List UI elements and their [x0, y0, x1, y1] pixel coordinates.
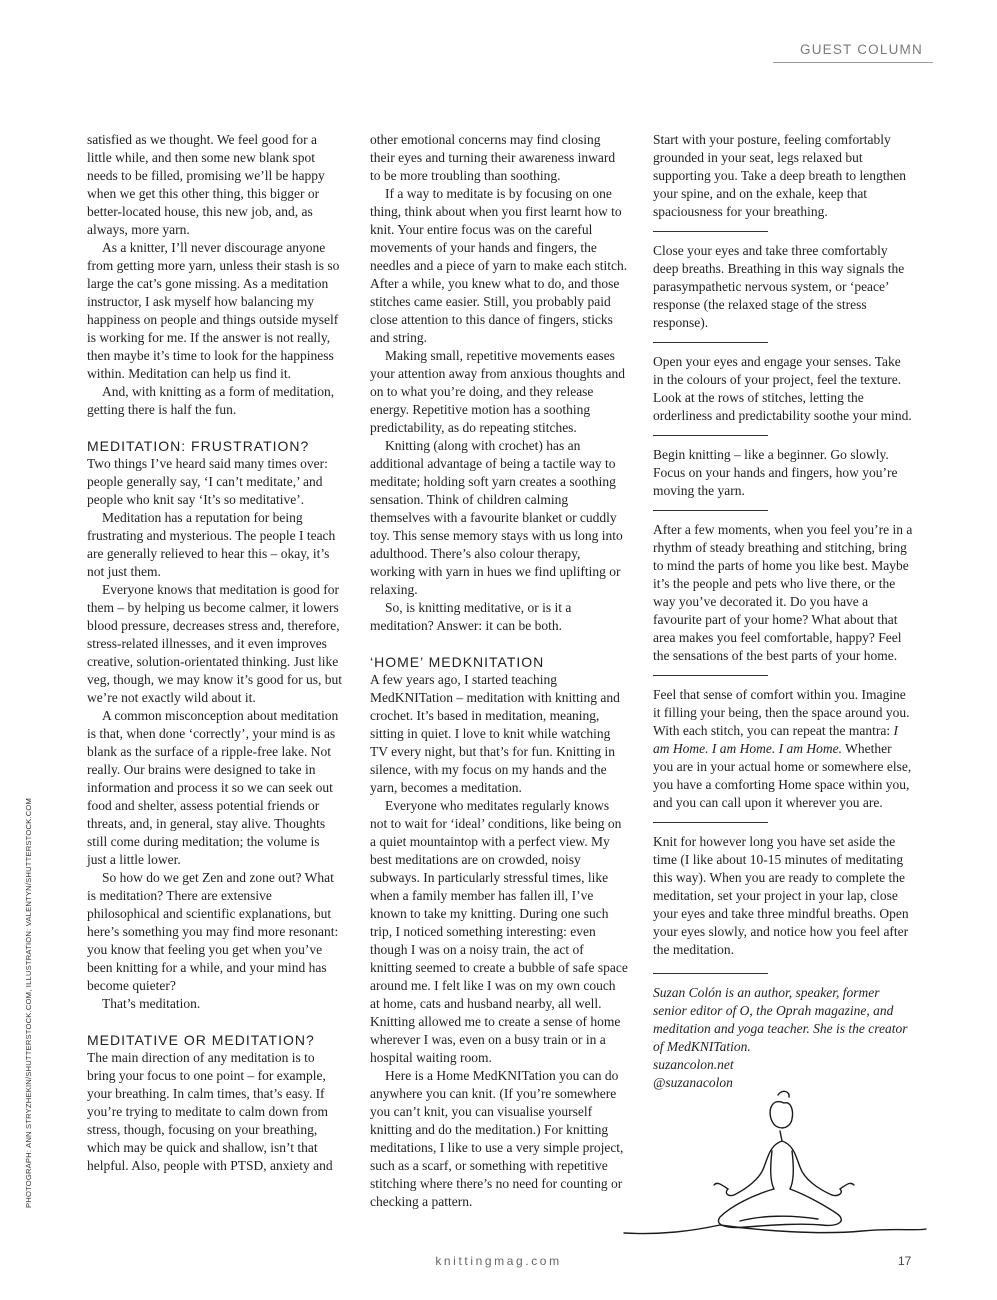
- paragraph: A few years ago, I started teaching MedKNITation – meditation with knitting and crochet. It’s based in meditation, meaning, sitting in quiet. I love to knit while watching TV every night, but that’s for fun. Knitting in silence, with my focus on my hands and the yarn, becomes a meditation.: [370, 672, 620, 795]
- middle-column: [370, 131, 628, 1211]
- section-heading: ‘HOME’ MEDKNITATION: [370, 654, 545, 670]
- author-handle: @suzanacolon: [653, 1075, 733, 1090]
- step-divider: [653, 510, 768, 511]
- footer-url: knittingmag.com: [435, 1254, 562, 1268]
- paragraph: Meditation has a reputation for being frustrating and mysterious. The people I teach are generally relieved to hear this – okay, it’s not just them.: [87, 510, 336, 579]
- paragraph: That’s meditation.: [102, 996, 201, 1011]
- paragraph: Here is a Home MedKNITation you can do anywhere you can knit. (If you’re somewhere you can’t knit, you can visualise yourself knitting and do the meditation.) For knitting meditations, I like to use a very simple project, such as a scarf, or something with repetitive stitching where there’s no need for counting or checking a pattern.: [370, 1068, 624, 1209]
- paragraph: The main direction of any meditation is to bring your focus to one point – for example, your breathing. In calm times, that’s easy. If you’re trying to meditate to calm down from stress, though, focusing on your breathing, which may be quick and shallow, isn’t that helpful. Also, people with PTSD, anxiety and: [87, 1050, 333, 1173]
- paragraph: A common misconception about meditation is that, when done ‘correctly’, your mind is as blank as the surface of a ripple-free lake. Not really. Our brains were designed to take in information and process it so we can seek out food and shelter, assess potential friends or threats, and, in general, stay alive. Thoughts still come during meditation; the volume is just a little lower.: [87, 708, 339, 867]
- meditation-step: [653, 686, 913, 812]
- author-website: suzancolon.net: [653, 1057, 734, 1072]
- header-rule: [773, 62, 933, 63]
- page-number: 17: [898, 1254, 912, 1268]
- meditation-step: Start with your posture, feeling comfortably grounded in your seat, legs relaxed but supporting you. Take a deep breath to lengthen your spine, and on the exhale, keep that spaciousness for your breathing.: [653, 132, 906, 219]
- paragraph: And, with knitting as a form of meditation, getting there is half the fun.: [87, 384, 335, 417]
- photo-credit: PHOTOGRAPH: ANN STRYZHEKIN/SHUTTERSTOCK.COM, ILLUSTRATION: VALENTYN/SHUTTERSTOCK.COM: [24, 797, 33, 1208]
- left-column: [87, 131, 342, 1175]
- paragraph: Everyone who meditates regularly knows not to wait for ‘ideal’ conditions, like being on a quiet mountaintop with a perfect view. My best meditations are on crowded, noisy subways. In particularly stressful times, like when a family member has fallen ill, I’ve known to take my knitting. During one such trip, I noticed something interesting: even though I was on a noisy train, the act of knitting seemed to create a bubble of safe space around me. I felt like I was on my own couch at home, cats and husband nearby, all well. Knitting allowed me to create a sense of home wherever I was, even on a busy train or in a hospital waiting room.: [370, 798, 628, 1065]
- paragraph: So, is knitting meditative, or is it a meditation? Answer: it can be both.: [370, 600, 572, 633]
- step-divider: [653, 231, 768, 232]
- paragraph: So how do we get Zen and zone out? What is meditation? There are extensive philosophical and scientific explanations, but here’s something you may find more resonant: you know that feeling you get when you’ve been knitting for a while, and your mind has become quieter?: [87, 870, 339, 993]
- meditation-step: After a few moments, when you feel you’re in a rhythm of steady breathing and stitching, bring to mind the parts of home you like best. Maybe it’s the people and pets who live there, or the way you’ve decorated it. Do you have a favourite part of your home? What about that area makes you feel comfortable, happy? Feel the sensations of the best parts of your home.: [653, 522, 913, 663]
- meditating-woman-illustration: [622, 1085, 928, 1240]
- paragraph: Making small, repetitive movements eases your attention away from anxious thoughts and on to what you’re doing, and they release energy. Repetitive motion has a soothing predictability, as do repeating stitches.: [370, 348, 625, 435]
- paragraph: Everyone knows that meditation is good for them – by helping us become calmer, it lowers blood pressure, decreases stress and, therefore, stress-related illnesses, and it even improves creative, solution-orientated thinking. Just like veg, though, we may know it’s good for us, but we’re not exactly wild about it.: [87, 582, 342, 705]
- paragraph: If a way to meditate is by focusing on one thing, think about when you first learnt how to knit. Your entire focus was on the careful movements of your hands and fingers, the needles and a piece of yarn to make each stitch. After a while, you knew what to do, and those stitches came easier. Still, you probably paid close attention to this dance of fingers, sticks and string.: [370, 186, 628, 345]
- mantra: I am Home. I am Home. I am Home.: [653, 723, 898, 756]
- step-divider: [653, 675, 768, 676]
- meditation-step: Begin knitting – like a beginner. Go slowly. Focus on your hands and fingers, how you’re moving the yarn.: [653, 447, 898, 498]
- step-text: Whether you are in your actual home or somewhere else, you have a comforting Home space within you, and you can call upon it wherever you are.: [653, 741, 912, 810]
- step-divider: [653, 822, 768, 823]
- paragraph: Knitting (along with crochet) has an additional advantage of being a tactile way to meditate; holding soft yarn creates a soothing sensation. Think of children calming themselves with a favourite blanket or cuddly toy. This sense memory stays with us long into adulthood. There’s also colour therapy, working with yarn in hues we find uplifting or relaxing.: [370, 438, 623, 597]
- section-heading: MEDITATION: FRUSTRATION?: [87, 438, 310, 454]
- meditation-step: Close your eyes and take three comfortably deep breaths. Breathing in this way signals the parasympathetic nervous system, or ‘peace’ response (the relaxed stage of the stress response).: [653, 243, 905, 330]
- paragraph: other emotional concerns may find closing their eyes and turning their awareness inward to be more troubling than soothing.: [370, 132, 616, 183]
- meditation-step: Open your eyes and engage your senses. Take in the colours of your project, feel the texture. Look at the rows of stitches, letting the orderliness and predictability soothe your mind.: [653, 354, 912, 423]
- right-column: [653, 131, 913, 1092]
- step-text: Feel that sense of comfort within you. Imagine it filling your being, then the space around you. With each stitch, you can repeat the mantra:: [653, 687, 910, 738]
- step-divider: [653, 342, 768, 343]
- paragraph: satisfied as we thought. We feel good for a little while, and then some new blank spot needs to be filled, promising we’ll be happy when we get this other thing, this bigger or better-located house, this new job, and, as always, more yarn.: [87, 132, 325, 237]
- bio-divider: [653, 973, 768, 974]
- paragraph: Two things I’ve heard said many times over: people generally say, ‘I can’t meditate,’ and people who knit say ‘It’s so meditative’.: [87, 456, 328, 507]
- meditation-step: Knit for however long you have set aside the time (I like about 10-15 minutes of meditating this way). When you are ready to complete the meditation, set your project in your lap, close your eyes and take three mindful breaths. Open your eyes slowly, and notice how you feel after the meditation.: [653, 834, 909, 957]
- section-label: GUEST COLUMN: [800, 42, 923, 57]
- paragraph: As a knitter, I’ll never discourage anyone from getting more yarn, unless their stash is so large the cat’s gone missing. As a meditation instructor, I ask myself how balancing my happiness on people and things outside myself is working for me. If the answer is not really, then maybe it’s time to look for the happiness within. Meditation can help us find it.: [87, 240, 340, 381]
- section-heading: MEDITATIVE OR MEDITATION?: [87, 1032, 315, 1048]
- author-bio: Suzan Colón is an author, speaker, former senior editor of O, the Oprah magazine, and meditation and yoga teacher. She is the creator of MedKNITation.: [653, 985, 908, 1054]
- step-divider: [653, 435, 768, 436]
